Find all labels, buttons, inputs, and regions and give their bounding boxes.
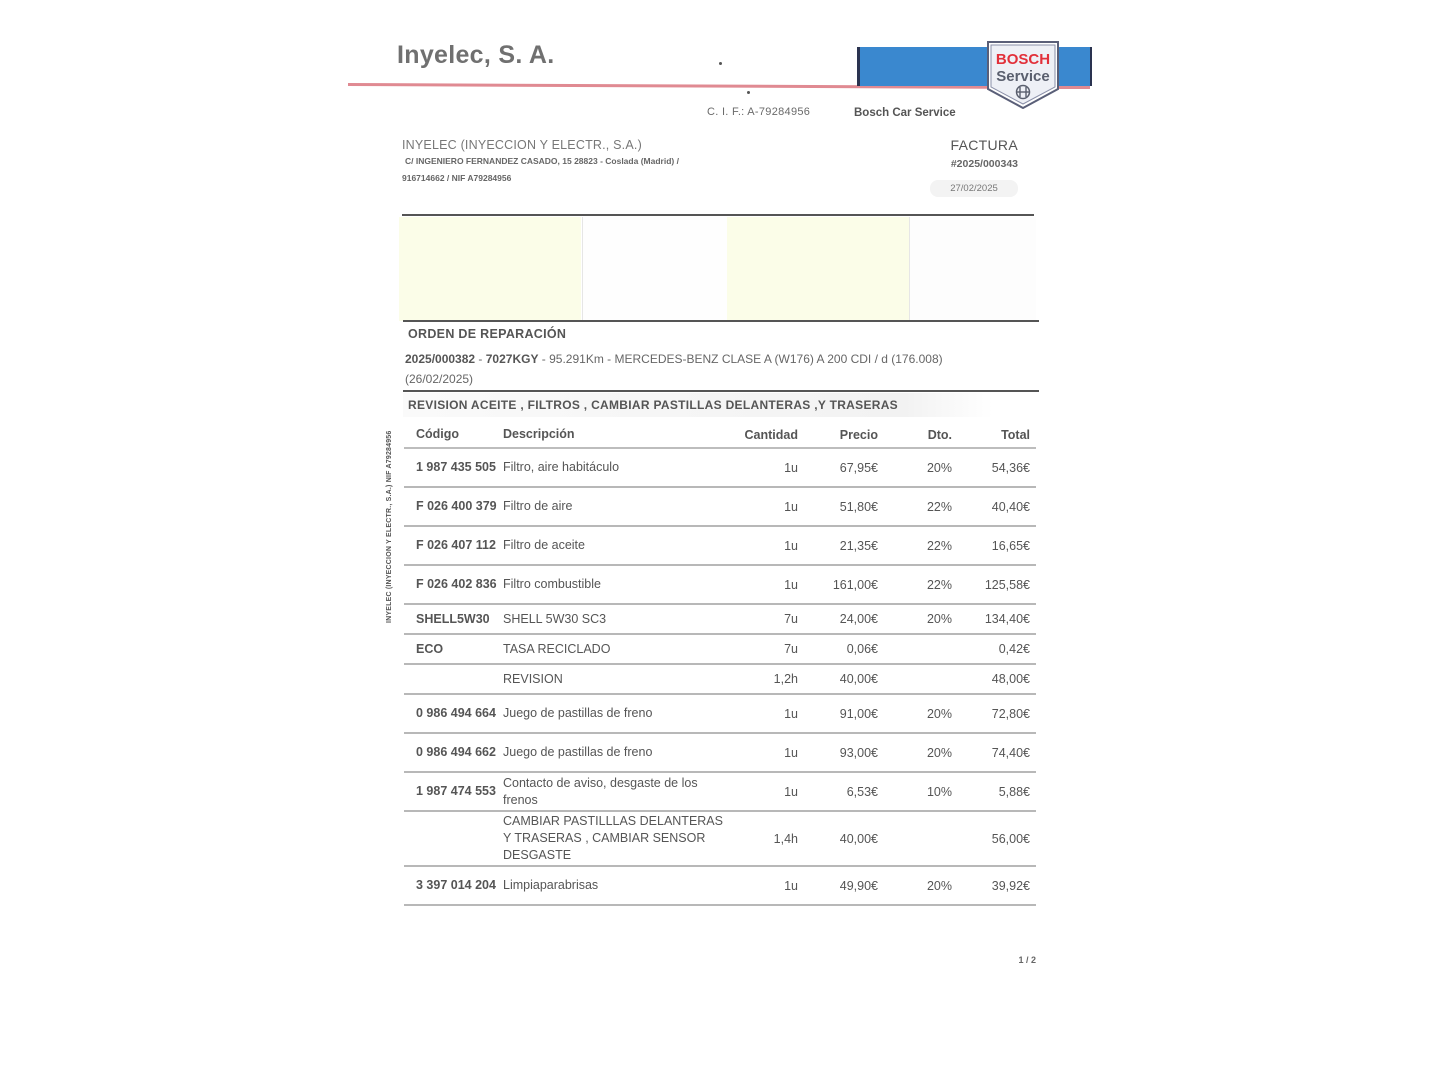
redacted-vehicle-block	[727, 217, 909, 321]
item-discount	[884, 665, 952, 693]
issuer-name: INYELEC (INYECCION Y ELECTR., S.A.)	[402, 138, 642, 152]
item-total: 5,88€	[998, 784, 1030, 799]
table-row	[404, 695, 1036, 734]
vehicle-plate: 7027KGY	[485, 352, 539, 366]
item-price: 161,00€	[832, 577, 878, 592]
table-row	[404, 527, 1036, 566]
invoice-label: FACTURA	[950, 137, 1018, 153]
item-description: Limpiaparabrisas	[503, 878, 599, 892]
item-code: 0 986 494 664	[416, 706, 496, 720]
svg-text:BOSCH: BOSCH	[995, 51, 1051, 68]
item-total: 72,80€	[991, 706, 1030, 721]
redacted-vehicle-block	[909, 217, 1036, 321]
item-quantity: 1u	[784, 784, 798, 799]
item-description: Filtro de aceite	[503, 538, 585, 552]
item-description: Filtro combustible	[503, 577, 601, 591]
brand-caption: Bosch Car Service	[854, 107, 956, 119]
page-number: 1 / 2	[1018, 955, 1036, 965]
item-total: 40,40€	[991, 499, 1030, 514]
item-description: Filtro de aire	[503, 499, 573, 513]
item-total: 16,65€	[991, 538, 1030, 553]
section-divider	[403, 320, 1039, 322]
table-row	[404, 566, 1036, 605]
bosch-service-logo	[987, 41, 1059, 109]
item-price: 24,00€	[839, 612, 878, 626]
work-description: REVISION ACEITE , FILTROS , CAMBIAR PASTILLAS DELANTERAS ,Y TRASERAS	[408, 398, 898, 412]
table-row	[404, 812, 1036, 867]
table-row	[404, 773, 1036, 812]
order-separator: -	[475, 352, 486, 366]
item-total: 125,58€	[984, 577, 1030, 592]
item-code: 0 986 494 662	[416, 745, 496, 759]
table-row	[404, 867, 1036, 906]
item-quantity: 1,2h	[773, 672, 798, 686]
item-code: SHELL5W30	[416, 611, 490, 626]
item-discount	[884, 812, 952, 865]
item-price: 21,35€	[839, 538, 878, 553]
item-code: F 026 407 112	[416, 538, 496, 552]
side-company-text	[386, 427, 396, 627]
header-price: Precio	[839, 427, 878, 442]
item-total: 74,40€	[991, 745, 1030, 760]
item-discount: 22%	[926, 499, 952, 514]
item-description: Contacto de aviso, desgaste de los frenos	[503, 775, 698, 807]
item-quantity: 1,4h	[773, 831, 798, 846]
scan-dot	[719, 62, 722, 65]
item-discount: 20%	[926, 878, 952, 893]
item-price: 67,95€	[839, 460, 878, 475]
header-quantity: Cantidad	[744, 427, 798, 442]
item-quantity: 7u	[784, 612, 798, 626]
item-code: 3 397 014 204	[416, 878, 496, 892]
table-row	[404, 449, 1036, 488]
item-price: 91,00€	[839, 706, 878, 721]
table-row	[404, 635, 1036, 665]
item-description: Juego de pastillas de freno	[503, 745, 653, 759]
item-quantity: 1u	[784, 460, 798, 475]
line-items-table	[404, 422, 1036, 906]
side-company-label: INYELEC (INYECCION Y ELECTR., S.A.) NIF A79284956	[386, 430, 393, 623]
table-header	[404, 422, 1036, 449]
issuer-address: C/ INGENIERO FERNANDEZ CASADO, 15 28823 - Coslada (Madrid) /	[405, 156, 679, 166]
table-row	[404, 605, 1036, 635]
item-description: SHELL 5W30 SC3	[503, 611, 607, 626]
item-price: 40,00€	[839, 672, 878, 686]
svg-text:Service: Service	[996, 68, 1050, 85]
item-description: Juego de pastillas de freno	[503, 706, 653, 720]
item-price: 51,80€	[839, 499, 878, 514]
table-row	[404, 665, 1036, 695]
invoice-date: 27/02/2025	[930, 180, 1018, 197]
item-total: 54,36€	[991, 460, 1030, 475]
item-quantity: 1u	[784, 878, 798, 893]
header-code: Código	[416, 427, 460, 441]
company-cif: C. I. F.: A-79284956	[707, 106, 811, 118]
item-code	[416, 665, 500, 693]
company-name: Inyelec, S. A.	[397, 41, 555, 69]
item-code: ECO	[416, 641, 444, 656]
item-quantity: 1u	[784, 577, 798, 592]
section-divider	[402, 214, 1034, 216]
item-total: 56,00€	[991, 831, 1030, 846]
header-description: Descripción	[503, 427, 575, 441]
item-description: CAMBIAR PASTILLLAS DELANTERAS Y TRASERAS , CAMBIAR SENSOR DESGASTE	[503, 814, 723, 862]
item-discount: 20%	[926, 745, 952, 760]
table-row	[404, 488, 1036, 527]
redacted-customer-block	[399, 217, 581, 321]
item-quantity: 1u	[784, 538, 798, 553]
vehicle-details: - 95.291Km - MERCEDES-BENZ CLASE A (W176) A 200 CDI / d (176.008)	[538, 352, 943, 366]
redacted-customer-block	[582, 217, 728, 321]
item-discount: 20%	[926, 460, 952, 475]
item-price: 0,06€	[846, 642, 878, 656]
header-total: Total	[1001, 427, 1030, 442]
invoice-number: #2025/000343	[950, 158, 1018, 170]
item-discount: 20%	[926, 612, 952, 626]
item-quantity: 1u	[784, 499, 798, 514]
item-discount: 22%	[926, 577, 952, 592]
item-total: 0,42€	[998, 642, 1030, 656]
item-total: 134,40€	[984, 612, 1030, 626]
section-divider	[403, 390, 1039, 392]
item-code	[416, 812, 500, 865]
item-code: 1 987 435 505	[416, 460, 496, 474]
item-description: Filtro, aire habitáculo	[503, 460, 620, 474]
item-price: 93,00€	[839, 745, 878, 760]
brand-bar-left	[857, 47, 991, 86]
order-number: 2025/000382	[405, 352, 476, 366]
item-quantity: 1u	[784, 706, 798, 721]
item-code: F 026 400 379	[416, 499, 497, 513]
item-total: 48,00€	[991, 672, 1030, 686]
order-title: ORDEN DE REPARACIÓN	[408, 327, 567, 341]
brand-bar-right	[1058, 47, 1092, 86]
item-quantity: 1u	[784, 745, 798, 760]
item-description: REVISION	[503, 671, 563, 686]
item-discount: 20%	[926, 706, 952, 721]
item-price: 40,00€	[839, 831, 878, 846]
header-discount: Dto.	[927, 427, 952, 442]
issuer-phone-nif: 916714662 / NIF A79284956	[402, 173, 512, 183]
item-description: TASA RECICLADO	[503, 641, 611, 656]
table-row	[404, 734, 1036, 773]
item-price: 49,90€	[839, 878, 878, 893]
item-discount	[884, 635, 952, 663]
item-code: 1 987 474 553	[416, 784, 496, 798]
item-quantity: 7u	[784, 642, 798, 656]
scan-dot	[747, 91, 750, 94]
order-date: (26/02/2025)	[405, 372, 474, 386]
item-discount: 10%	[926, 784, 952, 799]
order-details	[405, 349, 1025, 389]
item-discount: 22%	[926, 538, 952, 553]
item-total: 39,92€	[991, 878, 1030, 893]
item-code: F 026 402 836	[416, 577, 497, 591]
item-price: 6,53€	[846, 784, 878, 799]
